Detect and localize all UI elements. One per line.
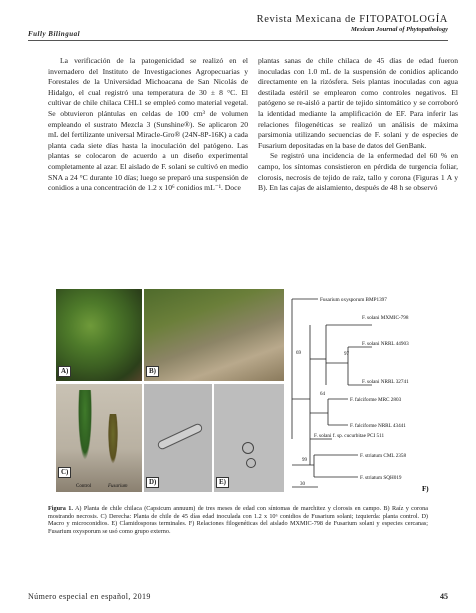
photo-panel-a bbox=[56, 289, 142, 381]
chlamydospore bbox=[242, 442, 254, 454]
plant-right bbox=[108, 414, 118, 464]
figure-1 bbox=[56, 289, 434, 495]
right-column-para-2: Se registró una incidencia de la enfermedad del 60 % en campo, los síntomas consistieron en pérdida de turgencia foliar, clorosis, necrosis de tejido de raíz, tallo y corona (Figuras 1 A y B). En las cajas de aislamiento, después de 48 h se observó bbox=[258, 151, 458, 193]
header-rule bbox=[28, 40, 448, 41]
taxon-4: F. falciforme MRC 2803 bbox=[350, 397, 402, 403]
taxon-0: Fusarium oxysporum BMP1397 bbox=[320, 297, 387, 303]
phylogenetic-tree bbox=[288, 289, 434, 495]
plant-left bbox=[78, 390, 92, 460]
bootstrap-69: 69 bbox=[296, 351, 301, 356]
label-f: F) bbox=[422, 485, 429, 493]
bootstrap-64: 64 bbox=[320, 392, 325, 397]
right-column bbox=[258, 56, 458, 194]
chlamydospore-2 bbox=[246, 458, 256, 468]
label-a: A) bbox=[58, 366, 71, 377]
taxon-7: F. striatum CML 2358 bbox=[360, 453, 407, 459]
caption-text: A) Planta de chile chilaca (Capsicum annuum) de tres meses de edad con síntomas de marchitez y clorosis en campo. B) Raíz y corona mostrando necrosis. C) Derecha: Planta de chile de 45 días edad inoculada con 1.2 x 10⁶ conidios de Fusarium solani; izquierda: planta control. D) Macro y microconidios. E) Clamidosporas terminales. F) Relaciones filogenéticas del aislado MXMIC-798 de Fusarium solani y especies cercanas; Fusarium oxysporum se usó como grupo externo. bbox=[48, 505, 428, 535]
bootstrap-99: 99 bbox=[302, 458, 307, 463]
photo-panel-c bbox=[56, 384, 142, 492]
label-b: B) bbox=[146, 366, 159, 377]
macroconidium bbox=[156, 422, 203, 450]
photo-panel-e bbox=[214, 384, 284, 492]
taxon-6: F. solani f. sp. cucurbitae PCI 511 bbox=[314, 433, 385, 439]
label-c: C) bbox=[58, 467, 71, 478]
taxon-5: F. falciforme NRRL 43441 bbox=[350, 423, 406, 429]
photo-panel-b bbox=[144, 289, 284, 381]
taxon-3: F. solani NRRL 32741 bbox=[362, 379, 409, 385]
control-label: Control bbox=[76, 484, 92, 489]
journal-title: Revista Mexicana de FITOPATOLOGÍA bbox=[256, 14, 448, 25]
scale-label: 30 bbox=[300, 482, 305, 487]
label-d: D) bbox=[146, 477, 159, 488]
taxon-1: F. solani MXMIC-798 bbox=[362, 315, 409, 321]
left-column bbox=[48, 56, 248, 194]
fusarium-label: Fusarium bbox=[108, 484, 128, 489]
page-number: 45 bbox=[440, 592, 448, 601]
journal-header bbox=[257, 14, 448, 33]
bootstrap-97: 97 bbox=[344, 352, 349, 357]
caption-label: Figura 1. bbox=[48, 505, 73, 512]
right-column-para-1: plantas sanas de chile chilaca de 45 días de edad fueron inoculadas con 1.0 mL de la suspensión de conidios aplicando directamente en la rizósfera. Seis plantas inoculadas con agua destilada estéril se emplearon como controles negativos. El patógeno se re-aisló a partir de tejido sintomático y se corroboró la identidad mediante la amplificación de EF. Para inferir las relaciones filogenéticas se realizó un análisis de máxima parsimonia utilizando secuencias de F. solani y de especies de Fusarium depositadas en la base de datos del GenBank. bbox=[258, 56, 458, 150]
footer-issue: Número especial en español, 2019 bbox=[28, 592, 151, 601]
photo-panel-d bbox=[144, 384, 212, 492]
taxon-8: F. striatum SQH019 bbox=[360, 475, 402, 481]
taxon-2: F. solani NRRL 44903 bbox=[362, 341, 409, 347]
running-header-left: Fully Bilingual bbox=[28, 30, 81, 38]
label-e: E) bbox=[216, 477, 229, 488]
left-column-text: La verificación de la patogenicidad se realizó en el invernadero del Instituto de Investigaciones Agropecuarias y Forestales de la Universidad Michoacana de San Nicolás de Hidalgo, el cual registró una temperatura de 30 ± 8 °C. El cultivar de chile chilaca CHL1 se empleó como material vegetal. Se obtuvieron plántulas en celdas de 100 cm³ de volumen empleando el sustrato Mezcla 3 (Sunshine®). Se aplicaron 20 mL del fertilizante universal Miracle-Gro® (24N-8P-16K) a cada planta cada siete días hasta la inoculación del patógeno. Las plantas se colocaron de acuerdo a un diseño experimental completamente al azar. El aislado de F. solani se cultivó en medio SNA a 24 °C durante 10 días; luego se preparó una suspensión de conidios a una concentración de 1.2 x 10⁶ conidios mL⁻¹. Doce bbox=[48, 56, 248, 193]
journal-subtitle: Mexican Journal of Phytopathology bbox=[351, 26, 448, 33]
figure-caption bbox=[48, 505, 428, 535]
